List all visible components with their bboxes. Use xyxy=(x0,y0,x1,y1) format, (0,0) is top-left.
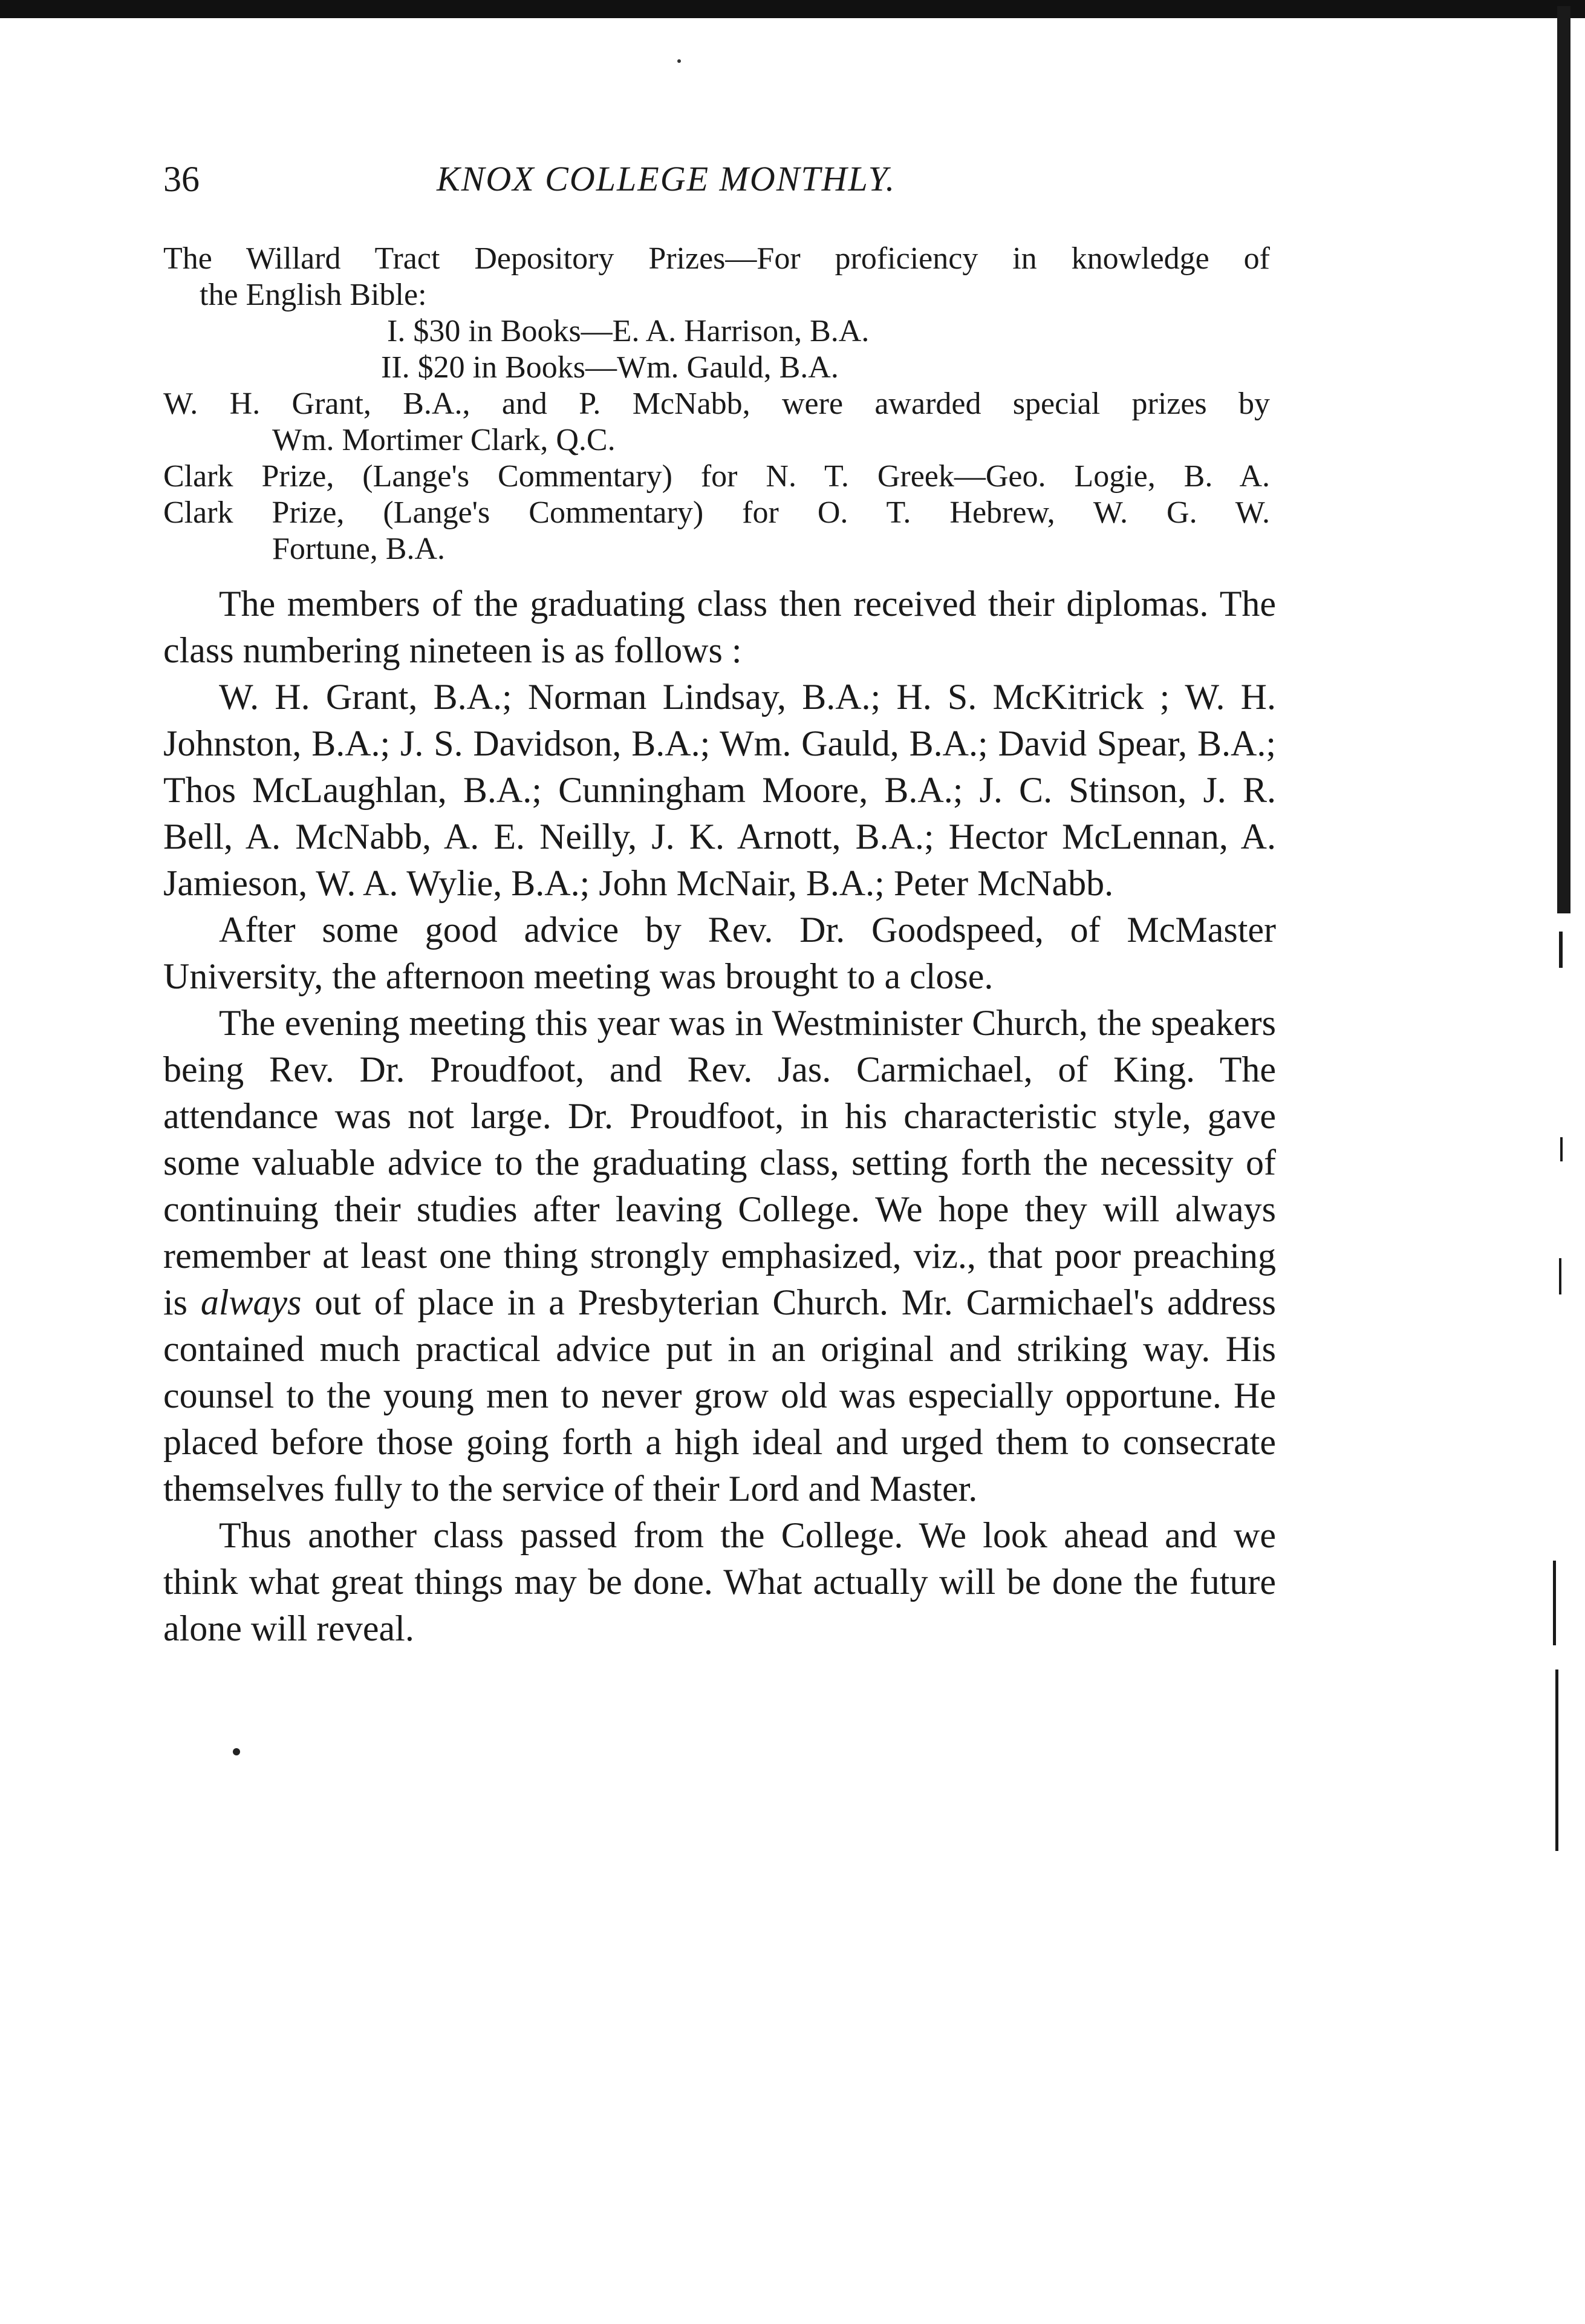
running-title: KNOX COLLEGE MONTHLY. xyxy=(437,159,896,198)
advice-paragraph: After some good advice by Rev. Dr. Goodspeed, of McMaster University, the afternoon meeting was brought to a close. xyxy=(163,910,1276,996)
evening-text-after: out of place in a Presbyterian Church. Mr. Carmichael's address contained much practical advice put in an original and striking way. His counsel to the young men to never grow old was especially opportune. He placed before those going forth a high ideal and urged them to consecrate themselves fully to the service of their Lord and Master. xyxy=(163,1282,1276,1509)
right-edge-shadow xyxy=(1557,6,1570,913)
clark-prize-hebrew-line-1: Clark Prize, (Lange's Commentary) for O. T. Hebrew, W. G. W. xyxy=(163,495,1270,530)
page-speck xyxy=(233,1748,240,1755)
scan-speck xyxy=(677,59,681,63)
right-edge-fragment xyxy=(1559,932,1563,968)
right-edge-fragment xyxy=(1560,1137,1563,1161)
evening-meeting-paragraph xyxy=(163,1000,1276,1512)
clark-prize-greek: Clark Prize, (Lange's Commentary) for N. T. Greek—Geo. Logie, B. A. xyxy=(163,459,1270,494)
willard-prize-item-2: II. $20 in Books—Wm. Gauld, B.A. xyxy=(381,350,839,385)
right-edge-fragment xyxy=(1555,1670,1558,1851)
willard-prize-line-1: The Willard Tract Depository Prizes—For proficiency in knowledge of xyxy=(163,241,1270,276)
special-prizes-line-1: W. H. Grant, B.A., and P. McNabb, were awarded special prizes by xyxy=(163,387,1270,421)
article-body xyxy=(163,581,1276,1652)
emphasis-always: always xyxy=(200,1282,302,1322)
top-border-rule xyxy=(0,0,1585,18)
clark-prize-hebrew-line-2: Fortune, B.A. xyxy=(272,532,445,566)
closing-paragraph: Thus another class passed from the College. We look ahead and we think what great things may be done. What actually will be done the future alone will reveal. xyxy=(163,1515,1276,1648)
evening-text-before: The evening meeting this year was in Westminister Church, the speakers being Rev. Dr. Proudfoot, and Rev. Jas. Carmichael, of King. The attendance was not large. Dr. Proudfoot, in his characteristic style, gave some valuable advice to the graduating class, setting forth the necessity of continuing their studies after leaving College. We hope they will always remember at least one thing strongly emphasized, viz., that poor preaching is xyxy=(163,1003,1276,1322)
right-edge-fragment xyxy=(1559,1258,1561,1294)
right-edge-fragment xyxy=(1553,1561,1556,1645)
graduates-list-paragraph: W. H. Grant, B.A.; Norman Lindsay, B.A.; H. S. McKitrick ; W. H. Johnston, B.A.; J. S. Davidson, B.A.; Wm. Gauld, B.A.; David Spear, B.A.; Thos McLaughlan, B.A.; Cunningham Moore, B.A.; J. C. Stinson, J. R. Bell, A. McNabb, A. E. Neilly, J. K. Arnott, B.A.; Hector McLennan, A. Jamieson, W. A. Wylie, B.A.; John McNair, B.A.; Peter McNabb. xyxy=(163,677,1276,903)
graduating-class-paragraph: The members of the graduating class then received their diplomas. The class numbering nineteen is as follows : xyxy=(163,584,1276,670)
willard-prize-item-1: I. $30 in Books—E. A. Harrison, B.A. xyxy=(387,314,870,348)
page-number: 36 xyxy=(163,159,200,199)
willard-prize-line-2: the English Bible: xyxy=(200,278,427,312)
page-header xyxy=(158,158,1271,207)
special-prizes-line-2: Wm. Mortimer Clark, Q.C. xyxy=(272,423,616,457)
